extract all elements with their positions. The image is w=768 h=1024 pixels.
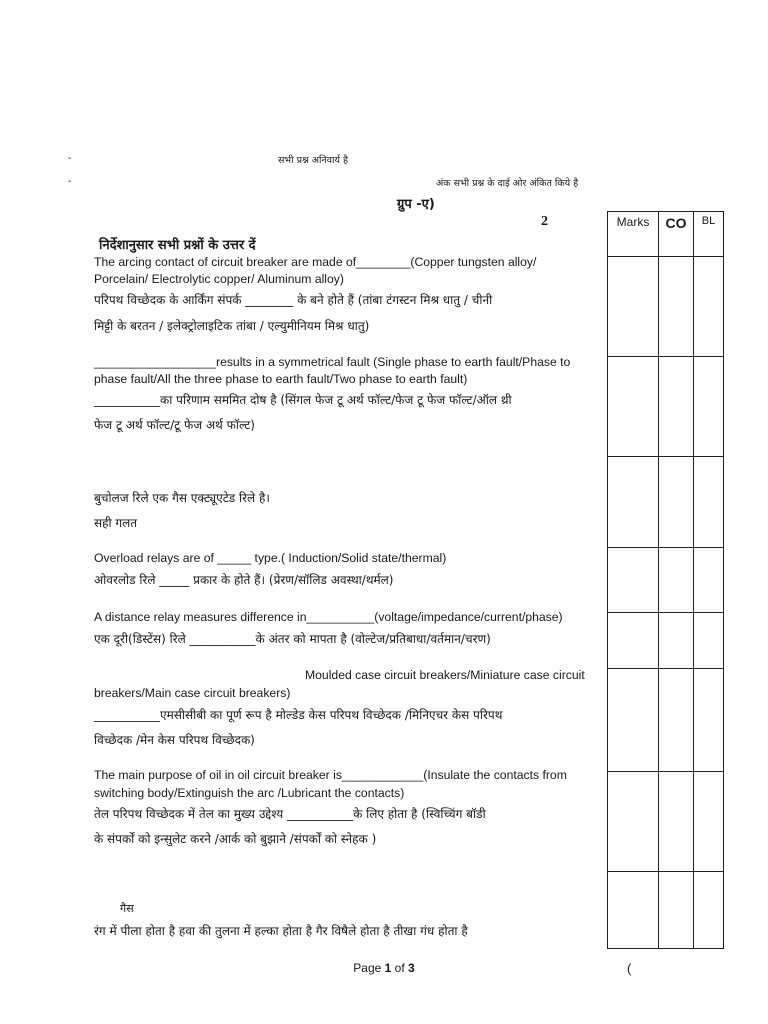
section-instruction: निर्देशानुसार सभी प्रश्नों के उत्तर दें xyxy=(99,238,256,253)
table-row xyxy=(608,457,724,548)
co-cell[interactable] xyxy=(659,872,694,949)
q7-english-line-1: The main purpose of oil in oil circuit breaker is____________(Insulate the contacts from xyxy=(94,768,567,782)
dash-marker-2: - xyxy=(68,176,72,187)
q1-english-line-1: The arcing contact of circuit breaker are made of________(Copper tungsten alloy/ xyxy=(94,255,537,269)
page-prefix: Page xyxy=(353,961,385,975)
marks-cell[interactable] xyxy=(608,872,659,949)
table-row xyxy=(608,772,724,872)
co-cell[interactable] xyxy=(659,548,694,613)
q1-hindi-line-1: परिपथ विच्छेदक के आर्किंग संपर्क ________ के बने होते हैं (तांबा टंगस्टन मिश्र धातु / चीनी xyxy=(94,293,493,307)
q5-hindi-line-1: एक दूरी(डिस्टेंस) रिले ___________के अंतर को मापता है (वोल्टेज/प्रतिबाधा/वर्तमान/चरण) xyxy=(94,632,491,646)
q3-hindi-line-2: सही गलत xyxy=(94,516,138,530)
table-row xyxy=(608,357,724,457)
bl-cell[interactable] xyxy=(694,257,724,357)
q8-hindi-line-1: गैस xyxy=(120,902,134,915)
marks-cell[interactable] xyxy=(608,457,659,548)
marks-cell[interactable] xyxy=(608,669,659,772)
dash-marker-1: - xyxy=(68,153,72,164)
marks-per-question: 2 xyxy=(541,214,548,229)
marks-table xyxy=(607,211,724,949)
q8-hindi-line-2: रंग में पीला होता है हवा की तुलना में हल्का होता है गैर विषैले होता है तीखा गंध होता है xyxy=(94,924,468,938)
q5-english-line-1: A distance relay measures difference in__________(voltage/impedance/current/phase) xyxy=(94,610,563,624)
co-header: CO xyxy=(659,212,694,257)
bl-cell[interactable] xyxy=(694,357,724,457)
q2-hindi-line-2: फेज टू अर्थ फॉल्ट/टू फेज अर्थ फॉल्ट) xyxy=(94,418,255,432)
marks-cell[interactable] xyxy=(608,613,659,669)
q1-english-line-2: Porcelain/ Electrolytic copper/ Aluminum alloy) xyxy=(94,272,344,286)
q6-hindi-line-2: विच्छेदक /मेन केस परिपथ विच्छेदक) xyxy=(94,733,255,747)
bl-cell[interactable] xyxy=(694,457,724,548)
q6-hindi-line-1: ___________एमसीसीबी का पूर्ण रूप है मोल्डेड केस परिपथ विच्छेदक /मिनिएचर केस परिपथ xyxy=(94,708,503,722)
marks-cell[interactable] xyxy=(608,548,659,613)
co-cell[interactable] xyxy=(659,669,694,772)
table-row xyxy=(608,548,724,613)
page-number xyxy=(0,961,768,975)
table-row xyxy=(608,257,724,357)
q4-hindi-line-1: ओवरलोड रिले _____ प्रकार के होते हैं। (प्रेरण/सॉलिड अवस्था/थर्मल) xyxy=(94,573,394,587)
table-row xyxy=(608,872,724,949)
trailing-paren: ( xyxy=(627,961,632,976)
instruction-marks-right: अंक सभी प्रश्न के दाई ओर अंकित किये है xyxy=(436,178,579,189)
q6-english-line-2: breakers/Main case circuit breakers) xyxy=(94,686,291,700)
instruction-all-compulsory: सभी प्रश्न अनिवार्य है xyxy=(278,155,349,166)
marks-cell[interactable] xyxy=(608,357,659,457)
marks-cell[interactable] xyxy=(608,257,659,357)
marks-table-header xyxy=(608,212,724,257)
co-cell[interactable] xyxy=(659,613,694,669)
bl-cell[interactable] xyxy=(694,669,724,772)
q2-hindi-line-1: ___________का परिणाम सममित दोष है (सिंगल फेज टू अर्थ फॉल्ट/फेज टू फेज फॉल्ट/ऑल थ्री xyxy=(94,393,512,407)
marks-cell[interactable] xyxy=(608,772,659,872)
bl-cell[interactable] xyxy=(694,613,724,669)
bl-cell[interactable] xyxy=(694,872,724,949)
q4-english-line-1: Overload relays are of _____ type.( Induction/Solid state/thermal) xyxy=(94,551,447,565)
bl-cell[interactable] xyxy=(694,548,724,613)
page-total: 3 xyxy=(408,961,415,975)
co-cell[interactable] xyxy=(659,772,694,872)
table-row xyxy=(608,669,724,772)
q7-hindi-line-2: के संपर्कों को इन्सुलेट करने /आर्क को बुझाने /संपर्कों को स्नेहक ) xyxy=(94,832,377,846)
page-of: of xyxy=(391,961,409,975)
q2-english-line-2: phase fault/All the three phase to earth fault/Two phase to earth fault) xyxy=(94,372,468,386)
table-row xyxy=(608,613,724,669)
marks-header: Marks xyxy=(608,212,659,257)
q6-english-line-1: Moulded case circuit breakers/Miniature case circuit xyxy=(305,668,585,682)
q7-english-line-2: switching body/Extinguish the arc /Lubricant the contacts) xyxy=(94,786,405,800)
bl-header: BL xyxy=(694,212,724,257)
co-cell[interactable] xyxy=(659,257,694,357)
page-current: 1 xyxy=(384,961,392,975)
co-cell[interactable] xyxy=(659,457,694,548)
q3-hindi-line-1: बुचोलज रिले एक गैस एक्ट्यूएटेड रिले है। xyxy=(94,491,270,505)
bl-cell[interactable] xyxy=(694,772,724,872)
co-cell[interactable] xyxy=(659,357,694,457)
group-heading: ग्रुप -ए) xyxy=(397,197,435,212)
q2-english-line-1: __________________results in a symmetrical fault (Single phase to earth fault/Phase to xyxy=(94,355,571,369)
q7-hindi-line-1: तेल परिपथ विच्छेदक में तेल का मुख्य उद्देश्य ___________के लिए होता है (स्विच्चिंग बॉडी xyxy=(94,807,486,821)
q1-hindi-line-2: मिट्टी के बरतन / इलेक्ट्रोलाइटिक तांबा / एल्युमीनियम मिश्र धातु) xyxy=(94,319,370,333)
